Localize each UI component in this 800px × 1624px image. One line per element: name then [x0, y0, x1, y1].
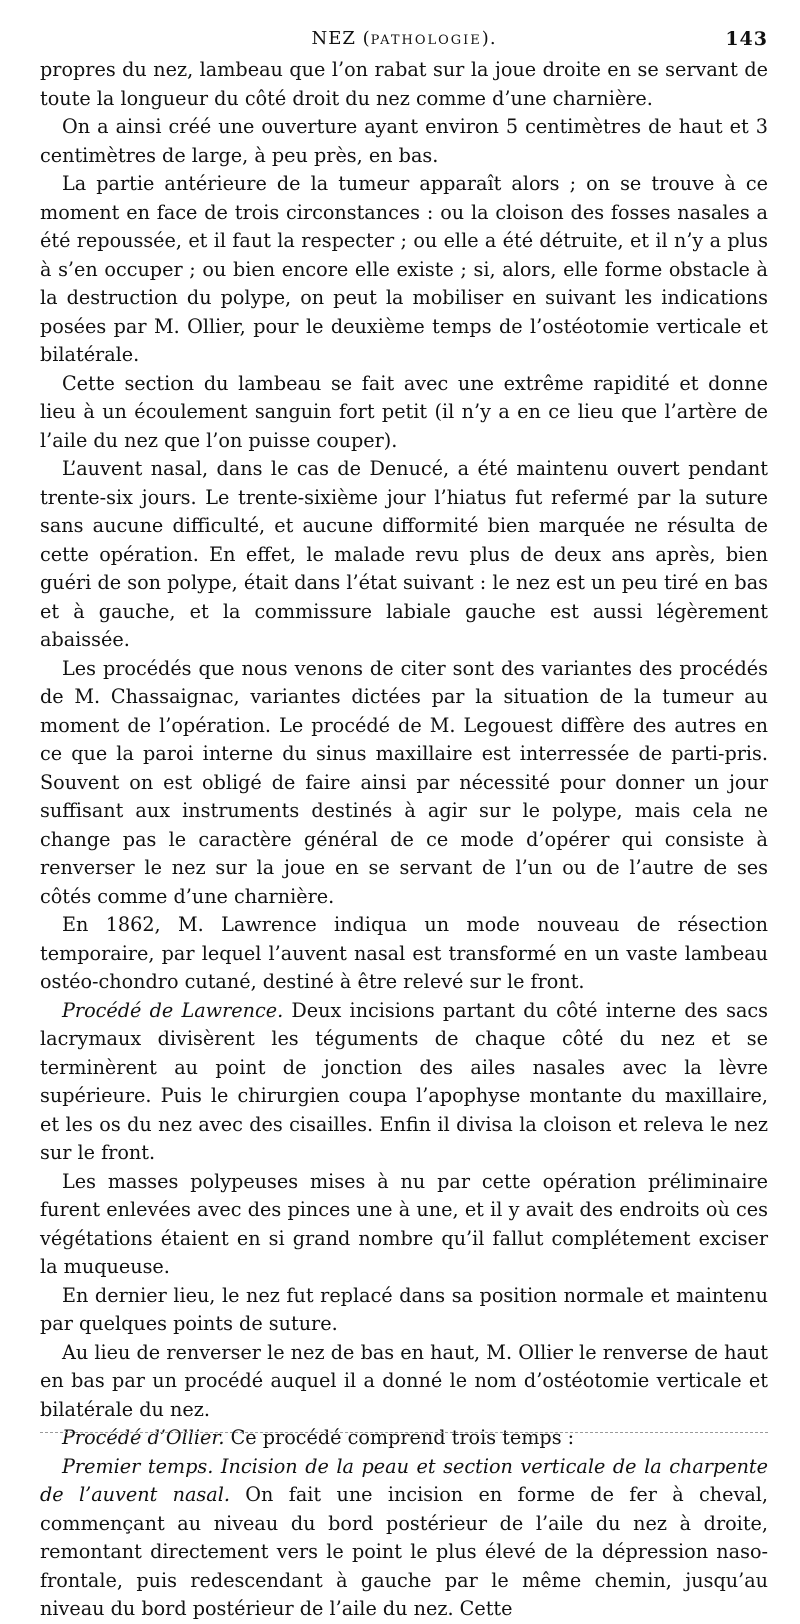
paragraph: [40, 1339, 768, 1425]
title-main: NEZ (: [311, 28, 371, 49]
title-end: ).: [481, 28, 497, 49]
running-header: [40, 28, 768, 56]
paragraph: [40, 113, 768, 170]
title-small-caps: PATHOLOGIE: [370, 33, 482, 48]
paragraph: [40, 1424, 768, 1453]
paragraph-text: La partie antérieure de la tumeur apparaît alors ; on se trouve à ce moment en face de trois circonstances : ou la cloison des fosses nasales a été repoussée, et il faut la respecter ; ou elle a été détruite, et il n’y a plus à s’en occuper ; ou bien encore elle existe ; si, alors, elle forme obstacle à la destruction du polype, on peut la mobiliser en suivant les indications posées par M. Ollier, pour le deuxième temps de l’ostéotomie verticale et bilatérale.: [40, 172, 768, 366]
paragraph: [40, 1168, 768, 1282]
footer-rule: [40, 1432, 768, 1433]
paragraph: [40, 655, 768, 912]
paragraph-text: Ce procédé comprend trois temps :: [224, 1426, 575, 1449]
paragraph: [40, 997, 768, 1168]
paragraph: [40, 370, 768, 456]
paragraph-text: L’auvent nasal, dans le cas de Denucé, a été maintenu ouvert pendant trente-six jours. Le trente-sixième jour l’hiatus fut refermé par la suture sans aucune difficulté, et aucune difformité bien marquée ne résulta de cette opération. En effet, le malade revu plus de deux ans après, bien guéri de son polype, était dans l’état suivant : le nez est un peu tiré en bas et à gauche, et la commissure labiale gauche est aussi légèrement abaissée.: [40, 457, 768, 651]
paragraph: [40, 911, 768, 997]
paragraph-heading: Procédé de Lawrence.: [62, 998, 284, 1022]
page-number: 143: [725, 28, 768, 50]
paragraph-heading: Procédé d’Ollier.: [62, 1426, 225, 1449]
paragraph-text: propres du nez, lambeau que l’on rabat sur la joue droite en se servant de toute la longueur du côté droit du nez comme d’une charnière.: [40, 58, 768, 110]
paragraph-text: En 1862, M. Lawrence indiqua un mode nouveau de résection temporaire, par lequel l’auvent nasal est transformé en un vaste lambeau ostéo-chondro cutané, destiné à être relevé sur le front.: [40, 913, 768, 993]
paragraph: [40, 455, 768, 655]
paragraph: [40, 56, 768, 113]
paragraph: [40, 1282, 768, 1339]
running-title: [40, 28, 768, 49]
paragraph-text: Deux incisions partant du côté interne des sacs lacrymaux divisèrent les téguments de chaque côté du nez et se terminèrent au point de jonction des ailes nasales avec la lèvre supérieure. Puis le chirurgien coupa l’apophyse montante du maxillaire, et les os du nez avec des cisailles. Enfin il divisa la cloison et releva le nez sur le front.: [40, 998, 768, 1164]
paragraph: [40, 170, 768, 370]
paragraph-text: Cette section du lambeau se fait avec une extrême rapidité et donne lieu à un écoulement sanguin fort petit (il n’y a en ce lieu que l’artère de l’aile du nez que l’on puisse couper).: [40, 371, 768, 452]
body-text: [40, 56, 768, 1624]
paragraph-text: En dernier lieu, le nez fut replacé dans sa position normale et maintenu par quelques points de suture.: [40, 1283, 768, 1335]
paragraph-heading: Premier temps. Incision de la peau et section verticale de la charpente de l’auvent nasal.: [40, 1454, 768, 1506]
paragraph-text: On fait une incision en forme de fer à cheval, commençant au niveau du bord postérieur de l’aile du nez à droite, remontant directement vers le point le plus élevé de la dépression naso-frontale, puis redescendant à gauche par le même chemin, jusqu’au niveau du bord postérieur de l’aile du nez. Cette: [40, 1483, 769, 1620]
paragraph-text: Au lieu de renverser le nez de bas en haut, M. Ollier le renverse de haut en bas par un procédé auquel il a donné le nom d’ostéotomie verticale et bilatérale du nez.: [40, 1340, 768, 1421]
paragraph-text: Les procédés que nous venons de citer sont des variantes des procédés de M. Chassaignac, variantes dictées par la situation de la tumeur au moment de l’opération. Le procédé de M. Legouest diffère des autres en ce que la paroi interne du sinus maxillaire est interressée de parti-pris. Souvent on est obligé de faire ainsi par nécessité pour donner un jour suffisant aux instruments destinés à agir sur le polype, mais cela ne change pas le caractère général de ce mode d’opérer qui consiste à renverser le nez sur la joue en se servant de l’un ou de l’autre de ses côtés comme d’une charnière.: [40, 656, 768, 908]
paragraph-text: Les masses polypeuses mises à nu par cette opération préliminaire furent enlevées avec des pinces une à une, et il y avait des endroits où ces végétations étaient en si grand nombre qu’il fallut complétement exciser la muqueuse.: [40, 1169, 768, 1278]
paragraph: [40, 1453, 768, 1624]
paragraph-text: On a ainsi créé une ouverture ayant environ 5 centimètres de haut et 3 centimètres de large, à peu près, en bas.: [40, 115, 768, 167]
